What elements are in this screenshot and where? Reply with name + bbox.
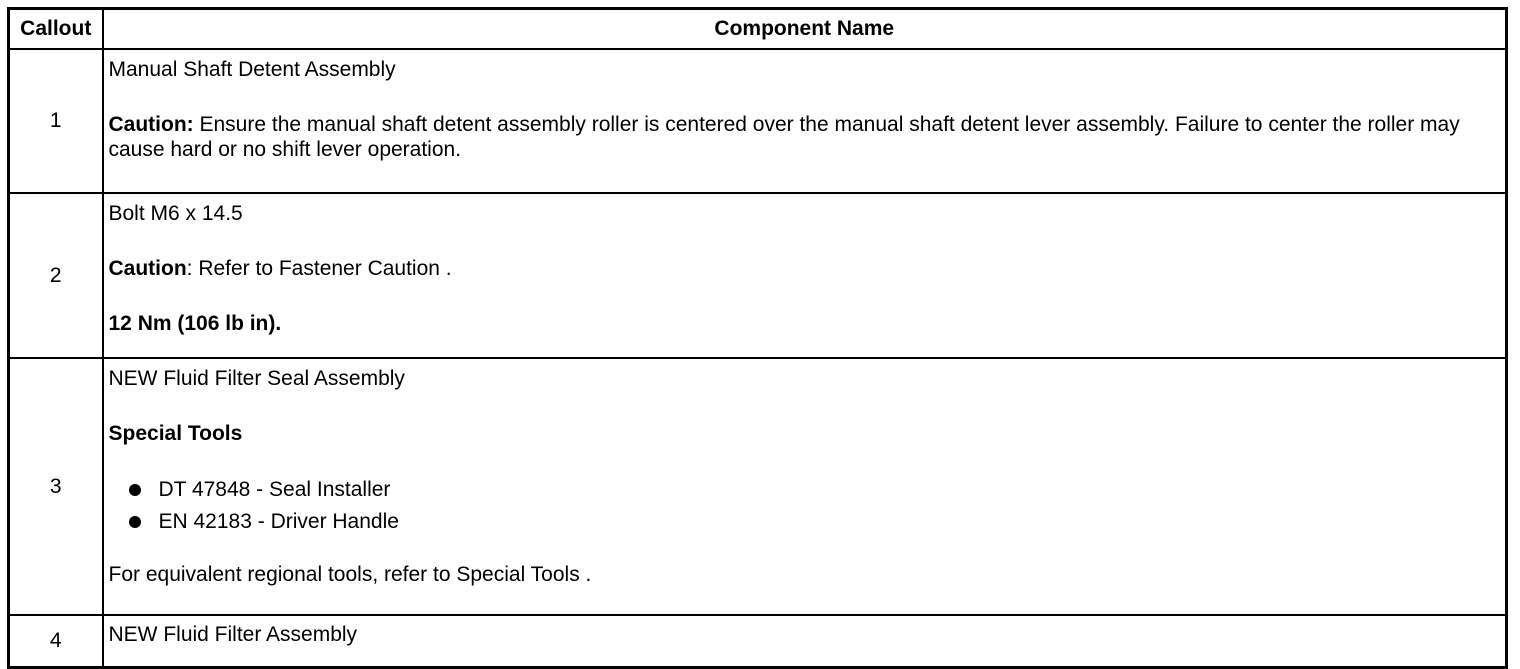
table-row <box>9 615 1507 668</box>
table-row <box>9 193 1507 358</box>
regional-tools-note: For equivalent regional tools, refer to Special Tools . <box>108 563 592 586</box>
table-row <box>9 358 1507 615</box>
caution-label: Caution: <box>108 113 194 136</box>
table-header-row <box>9 9 1507 50</box>
callout-number: 3 <box>9 358 103 615</box>
list-item: EN 42183 - Driver Handle <box>109 506 1488 538</box>
callout-number: 2 <box>9 193 103 358</box>
component-name: Bolt M6 x 14.5 <box>108 202 243 225</box>
component-cell <box>103 193 1507 358</box>
component-cell <box>103 615 1507 668</box>
component-cell <box>103 358 1507 615</box>
caution-note <box>109 256 1488 281</box>
header-callout: Callout <box>9 9 103 50</box>
header-component-name: Component Name <box>103 9 1507 50</box>
table-row <box>9 49 1507 193</box>
list-item: DT 47848 - Seal Installer <box>109 474 1488 506</box>
callout-number: 4 <box>9 615 103 668</box>
special-tools-list <box>109 474 1488 538</box>
component-cell <box>103 49 1507 193</box>
component-name: NEW Fluid Filter Assembly <box>108 623 358 646</box>
caution-label: Caution <box>108 257 187 280</box>
bullet-icon <box>129 484 141 496</box>
callout-number: 1 <box>9 49 103 193</box>
component-name: Manual Shaft Detent Assembly <box>108 58 396 81</box>
caution-text: Ensure the manual shaft detent assembly roller is centered over the manual shaft detent lever assembly. Failure to center the roller may cause hard or no shift lever operation. <box>108 113 1460 161</box>
torque-spec: 12 Nm (106 lb in). <box>108 312 282 335</box>
special-tools-heading: Special Tools <box>108 422 243 445</box>
bullet-icon <box>129 516 141 528</box>
caution-text: : Refer to Fastener Caution . <box>186 257 452 280</box>
component-name: NEW Fluid Filter Seal Assembly <box>108 367 405 390</box>
caution-note <box>109 112 1488 162</box>
component-table <box>7 7 1508 669</box>
